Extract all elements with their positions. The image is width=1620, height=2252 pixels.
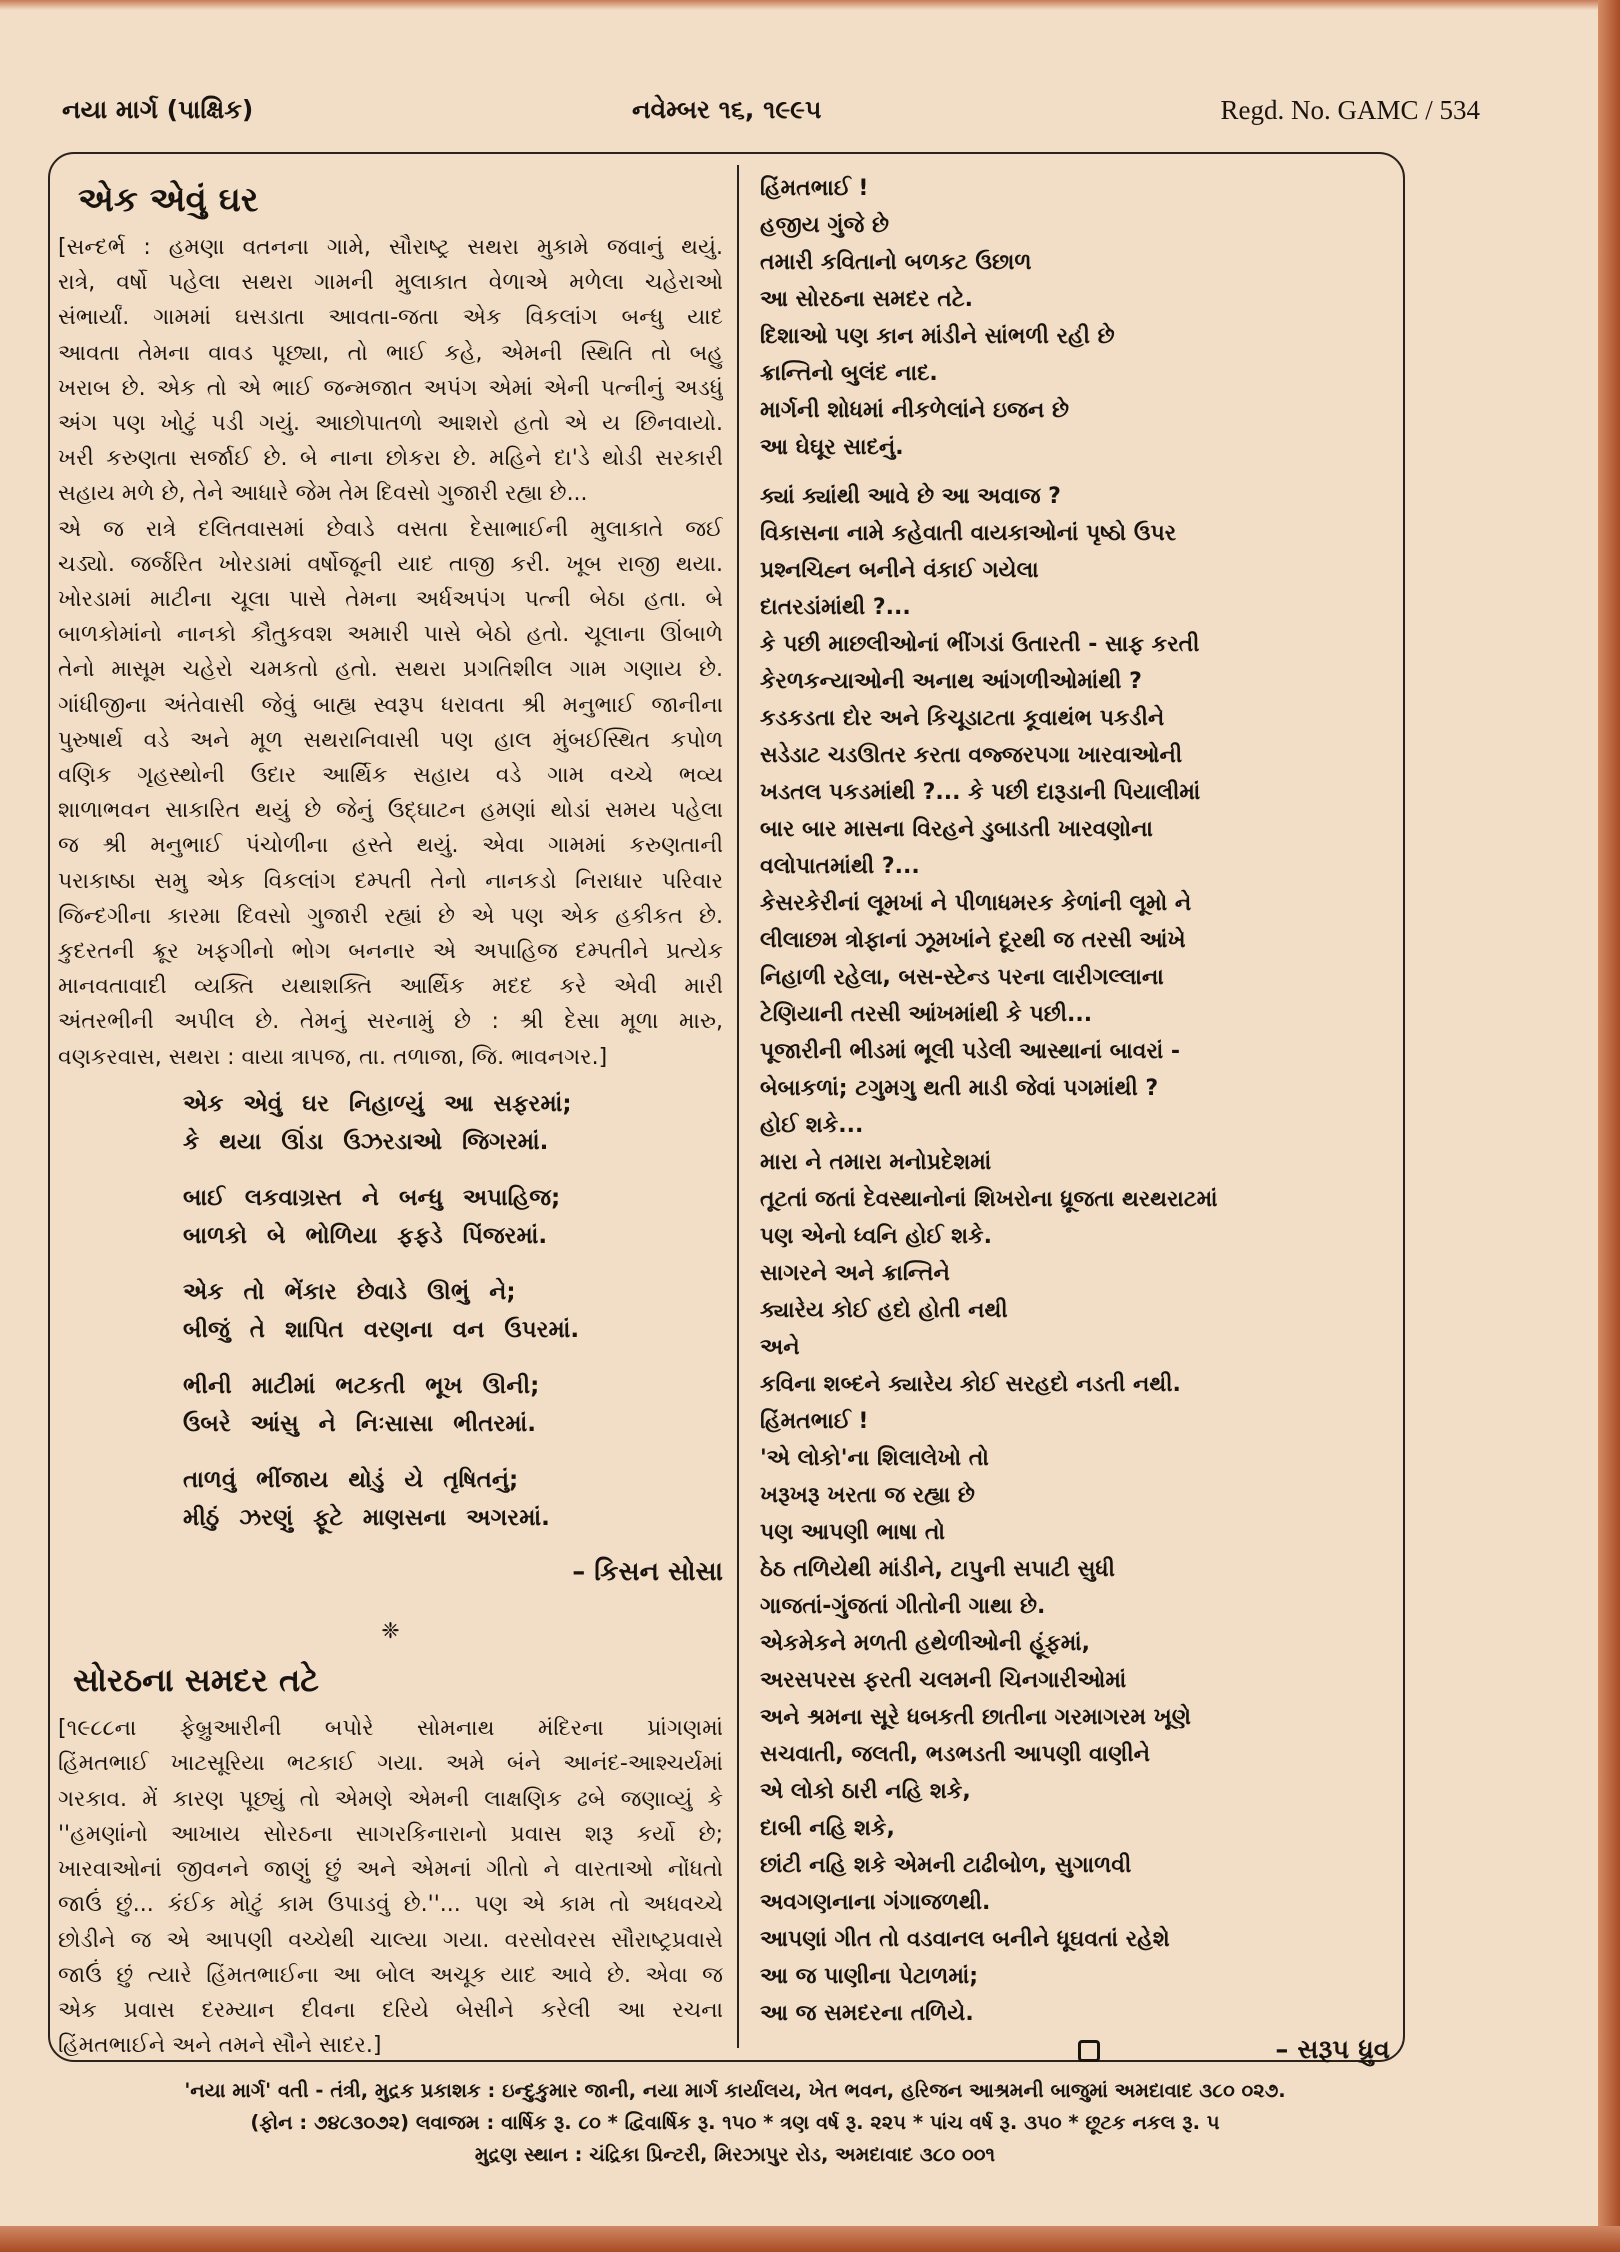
poem2-line: દાતરડાંમાંથી ?...	[760, 595, 911, 620]
poem2-line: કેરળકન્યાઓની અનાથ આંગળીઓમાંથી ?	[760, 669, 1142, 694]
article1-body	[58, 512, 723, 1075]
poem2-line: બેબાકળાં; ટગુમગુ થતી માડી જેવાં પગમાંથી ?	[760, 1076, 1159, 1101]
article1-body-line: જિન્દગીના કારમા દિવસો ગુજારી રહ્યાં છે એ પણ એક હકીકત છે.	[58, 903, 723, 929]
poem2-line: અને	[760, 1335, 800, 1360]
article1-body-line: એ જ રાત્રે દલિતવાસમાં છેવાડે વસતા દેસાભાઈની મુલાકાતે જઈ	[58, 516, 723, 542]
article1-intro-line: અંગ પણ ખોટું પડી ગયું. આછોપાતળો આશરો હતો એ ય છિનવાયો.	[58, 411, 723, 437]
article2-intro-line: [૧૯૮૮ના ફેબ્રુઆરીની બપોરે સોમનાથ મંદિરના પ્રાંગણમાં	[58, 1716, 723, 1742]
poem2-line: ક્યાં ક્યાંથી આવે છે આ અવાજ ?	[760, 484, 1061, 509]
article1-body-line: ગાંધીજીના અંતેવાસી જેવું બાહ્ય સ્વરૂપ ધરાવતા શ્રી મનુભાઈ જાનીના	[58, 692, 723, 718]
poem2-stanza-1	[760, 170, 1390, 466]
left-column	[58, 172, 723, 2063]
article1-body-line: માનવતાવાદી વ્યક્તિ યથાશક્તિ આર્થિક મદદ કરે એવી મારી	[58, 974, 723, 1000]
registration-number: Regd. No. GAMC / 534	[1220, 95, 1480, 125]
column-divider	[737, 165, 739, 2048]
poem2-line: આ સોરઠના સમદર તટે.	[760, 287, 974, 312]
page-header	[62, 95, 1480, 135]
footer-line-2: (ફોન : ૭૪૮૩૦૭૨) લવાજમ : વાર્ષિક રૂ. ૮૦ * દ્વિવાર્ષિક રૂ. ૧૫૦ * ત્રણ વર્ષ રૂ. ૨૨૫ * પાંચ વર્ષ રૂ. ૩૫૦ * છૂટક નકલ રૂ. ૫	[250, 2111, 1220, 2134]
poem2-line: હજીય ગુંજે છે	[760, 213, 889, 238]
poem-line: બાઈ લકવાગ્રસ્ત ને બન્ધુ અપાહિજ;	[183, 1184, 561, 1211]
issue-date: નવેમ્બર ૧૬, ૧૯૯૫	[632, 95, 822, 124]
poem-stanza	[183, 1085, 723, 1161]
article2-intro-line: ખારવાઓનાં જીવનને જાણું છું અને એમનાં ગીતો ને વારતાઓ નોંધતો	[58, 1857, 723, 1883]
poem-stanza	[183, 1179, 723, 1255]
poem2-line: કેસરકેરીનાં લૂમખાં ને પીળાધમરક કેળાંની લૂમો ને	[760, 891, 1192, 916]
article1-intro-line: ખરી કરુણતા સર્જાઈ છે. બે નાના છોકરા છે. મહિને દા'ડે થોડી સરકારી	[58, 446, 723, 472]
poem2-line: હોઈ શકે...	[760, 1113, 864, 1138]
poem-line: મીઠું ઝરણું ફૂટે માણસના અગરમાં.	[183, 1504, 550, 1531]
footer-line-3: મુદ્રણ સ્થાન : ચંદ્રિકા પ્રિન્ટરી, મિરઝાપુર રોડ, અમદાવાદ ૩૮૦ ૦૦૧	[474, 2143, 996, 2166]
poem2-line: છાંટી નહિ શકે એમની ટાઢીબોળ, સુગાળવી	[760, 1853, 1132, 1878]
poem2-line: સાગરને અને ક્રાન્તિને	[760, 1261, 950, 1286]
poem2-end-row	[760, 2032, 1390, 2072]
poem2-line: આ જ પાણીના પેટાળમાં;	[760, 1964, 979, 1989]
poem2-line: એકમેકને મળતી હથેળીઓની હૂંફમાં,	[760, 1631, 1091, 1656]
poem2-line: ખડતલ પકડમાંથી ?... કે પછી દારૂડાની પિયાલીમાં	[760, 780, 1201, 805]
poem2-line: માર્ગની શોધમાં નીકળેલાંને ઇજન છે	[760, 398, 1070, 423]
article2-intro-line: જાઉં છું... કંઈક મોટું કામ ઉપાડવું છે.''... પણ એ કામ તો અધવચ્ચે	[58, 1892, 723, 1918]
article1-body-line: જ શ્રી મનુભાઈ પંચોળીના હસ્તે થયું. એવા ગામમાં કરુણતાની	[58, 833, 723, 859]
article1-intro	[58, 230, 723, 512]
article1-body-line: કુદરતની ક્રૂર ખફગીનો ભોગ બનનાર એ અપાહિજ દમ્પતીને પ્રત્યેક	[58, 939, 723, 965]
poem2-line: અને શ્રમના સૂરે ધબકતી છાતીના ગરમાગરમ ખૂણે	[760, 1705, 1191, 1730]
article2-intro	[58, 1711, 723, 2063]
poem-line: એક એવું ઘર નિહાળ્યું આ સફરમાં;	[183, 1090, 572, 1117]
poem2-line: વિકાસના નામે કહેવાતી વાયકાઓનાં પૃષ્ઠો ઉપર	[760, 521, 1177, 546]
poem2-line: 'એ લોકો'ના શિલાલેખો તો	[760, 1446, 989, 1471]
poem2-line: બાર બાર માસના વિરહને ડુબાડતી ખારવણોના	[760, 817, 1153, 842]
article2-intro-line: છોડીને જ એ આપણી વચ્ચેથી ચાલ્યા ગયા. વરસોવરસ સૌરાષ્ટ્રપ્રવાસે	[58, 1927, 723, 1953]
poem2-line: એ લોકો ઠારી નહિ શકે,	[760, 1779, 971, 1804]
poem2-line: તૂટતાં જતાં દેવસ્થાનોનાં શિખરોના ધ્રૂજતા થરથરાટમાં	[760, 1187, 1218, 1212]
poem-stanza	[183, 1367, 723, 1443]
poem-line: ઉબરે આંસુ ને નિઃસાસા ભીતરમાં.	[183, 1410, 536, 1437]
article1-body-line: બાળકોમાંનો નાનકો કૌતુકવશ અમારી પાસે બેઠો હતો. ચૂલાના ઊંબાળે	[58, 622, 723, 648]
poem2-line: સચવાતી, જલતી, ભડભડતી આપણી વાણીને	[760, 1742, 1151, 1767]
article1-body-line: અંતરભીની અપીલ છે. તેમનું સરનામું છે : શ્રી દેસા મૂળા મારુ,	[58, 1009, 723, 1035]
poem-line: કે થયા ઊંડા ઉઝરડાઓ જિગરમાં.	[183, 1128, 549, 1155]
poem2-line: દાબી નહિ શકે,	[760, 1816, 895, 1841]
article1-body-line: પુરુષાર્થ વડે અને મૂળ સથરાનિવાસી પણ હાલ મુંબઈસ્થિત કપોળ	[58, 727, 723, 753]
poem2-line: આપણાં ગીત તો વડવાનલ બનીને ધૂઘવતાં રહેશે	[760, 1927, 1170, 1952]
poem-line: એક તો ભેંકાર છેવાડે ઊભું ને;	[183, 1278, 516, 1305]
poem2-line: મારા ને તમારા મનોપ્રદેશમાં	[760, 1150, 992, 1175]
poem2-stanza-2	[760, 478, 1390, 2032]
article1-signature: – કિસન સોસા	[572, 1556, 723, 1587]
article1-intro-line: સંભાર્યાં. ગામમાં ઘસડાતા આવતા-જતા એક વિકલાંગ બન્ધુ યાદ	[58, 305, 723, 331]
poem2-line: કે પછી માછલીઓનાં ભીંગડાં ઉતારતી - સાફ કરતી	[760, 632, 1200, 657]
poem2-line: હિંમતભાઈ !	[760, 1409, 869, 1434]
poem2-line: પણ આપણી ભાષા તો	[760, 1520, 945, 1545]
poem2-line: પ્રશ્નચિહ્ન બનીને વંકાઈ ગયેલા	[760, 558, 1039, 583]
article2-intro-line: હિંમતભાઈને અને તમને સૌને સાદર.]	[58, 2033, 382, 2059]
poem2-line: સડેડાટ ચડઊતર કરતા વજ્જરપગા ખારવાઓની	[760, 743, 1183, 768]
article1-intro-line: આવતા તેમના વાવડ પૂછ્યા, તો ભાઈ કહે, એમની સ્થિતિ તો બહુ	[58, 340, 723, 366]
poem2-line: પૂજારીની ભીડમાં ભૂલી પડેલી આસ્થાનાં બાવરાં -	[760, 1039, 1181, 1064]
article2-title: સોરઠના સમદર તટે	[73, 1661, 319, 1700]
poem2-line: તમારી કવિતાનો બળકટ ઉછાળ	[760, 250, 1032, 275]
article2-intro-line: ગરકાવ. મેં કારણ પૂછ્યું તો એમણે એમની લાક્ષણિક ઢબે જણાવ્યું કે	[58, 1786, 723, 1812]
article1-title: એક એવું ઘર	[78, 180, 259, 220]
article1-intro-line: [સન્દર્ભ : હમણા વતનના ગામે, સૌરાષ્ટ્ર સથરા મુકામે જવાનું થયું.	[58, 235, 723, 260]
poem2-line: વલોપાતમાંથી ?...	[760, 854, 920, 879]
page-edge-top	[0, 0, 1620, 10]
article1-body-line: વણિક ગૃહસ્થોની ઉદાર આર્થિક સહાય વડે ગામ વચ્ચે ભવ્ય	[58, 763, 723, 789]
poem2-line: ક્યારેય કોઈ હદો હોતી નથી	[760, 1298, 1008, 1323]
article2-intro-line: ''હમણાંનો આખાય સોરઠના સાગરકિનારાનો પ્રવાસ શરૂ કર્યો છે;	[58, 1821, 723, 1847]
publication-name: નયા માર્ગ (પાક્ષિક)	[62, 95, 254, 124]
article2-intro-line: એક પ્રવાસ દરમ્યાન દીવના દરિયે બેસીને કરેલી આ રચના	[58, 1997, 723, 2023]
poem2-line: નિહાળી રહેલા, બસ-સ્ટેન્ડ પરના લારીગલ્લાના	[760, 965, 1164, 990]
separator-ornament: ❈	[381, 1619, 400, 1645]
poem2-line: ખરૂખરૂ ખરતા જ રહ્યા છે	[760, 1483, 975, 1508]
poem2-line: ગાજતાં-ગુંજતાં ગીતોની ગાથા છે.	[760, 1594, 1046, 1619]
page-edge-right	[1598, 0, 1620, 2252]
article1-body-line: વણકરવાસ, સથરા : વાયા ત્રાપજ, તા. તળાજા, જિ. ભાવનગર.]	[58, 1044, 608, 1070]
imprint-footer	[60, 2075, 1410, 2171]
poem-line: બાળકો બે ભોળિયા ફફડે પિંજરમાં.	[183, 1222, 548, 1249]
article1-body-line: શાળાભવન સાકારિત થયું છે જેનું ઉદ્ઘાટન હમણાં થોડાં સમય પહેલા	[58, 798, 723, 824]
poem2-line: લીલાછમ ત્રોફાનાં ઝૂમખાંને દૂરથી જ તરસી આંખે	[760, 928, 1186, 953]
right-column	[760, 170, 1390, 2072]
article2-intro-line: હિંમતભાઈ ખાટસૂરિયા ભટકાઈ ગયા. અમે બંને આનંદ-આશ્ચર્યમાં	[58, 1751, 723, 1777]
footer-line-1: 'નયા માર્ગ' વતી - તંત્રી, મુદ્રક પ્રકાશક : ઇન્દુકુમાર જાની, નયા માર્ગ કાર્યાલય, ખેત ભવન, હરિજન આશ્રમની બાજુમાં અમદાવાદ ૩૮૦ ૦૨૭.	[184, 2079, 1286, 2102]
poem-stanza	[183, 1461, 723, 1537]
article1-intro-line: સહાય મળે છે, તેને આધારે જેમ તેમ દિવસો ગુજારી રહ્યા છે...	[58, 481, 588, 507]
poem2-line: ટેણિયાની તરસી આંખમાંથી કે પછી...	[760, 1002, 1093, 1027]
end-mark-box	[1078, 2040, 1100, 2062]
poem2-line: હિંમતભાઈ !	[760, 176, 869, 201]
article1-body-line: ચડ્યો. જર્જરિત ખોરડામાં વર્ષોજૂની યાદ તાજી કરી. ખૂબ રાજી થયા.	[58, 551, 723, 577]
article1-intro-line: રાત્રે, વર્ષો પહેલા સથરા ગામની મુલાકાત વેળાએ મળેલા ચહેરાઓ	[58, 270, 723, 296]
poem2-line: અરસપરસ ફરતી ચલમની ચિનગારીઓમાં	[760, 1668, 1127, 1693]
article1-body-line: ખોરડામાં માટીના ચૂલા પાસે તેમના અર્ધઅપંગ પત્ની બેઠા હતા. બે	[58, 587, 723, 613]
article1-body-line: પરાકાષ્ઠા સમુ એક વિકલાંગ દમ્પતી તેનો નાનકડો નિરાધાર પરિવાર	[58, 868, 723, 894]
poem-line: બીજું તે શાપિત વરણના વન ઉપરમાં.	[183, 1316, 580, 1343]
poem2-line: ઠેઠ તળિયેથી માંડીને, ટાપુની સપાટી સુધી	[760, 1557, 1115, 1582]
poem2-line: દિશાઓ પણ કાન માંડીને સાંભળી રહી છે	[760, 324, 1115, 349]
poem2-line: અવગણનાના ગંગાજળથી.	[760, 1890, 991, 1915]
poem-line: ભીની માટીમાં ભટકતી ભૂખ ઊની;	[183, 1372, 540, 1399]
poem-stanza	[183, 1273, 723, 1349]
article2-intro-line: જાઉં છું ત્યારે હિંમતભાઈના આ બોલ અચૂક યાદ આવે છે. એવા જ	[58, 1962, 723, 1988]
article1-intro-line: ખરાબ છે. એક તો એ ભાઈ જન્મજાત અપંગ એમાં એની પત્નીનું અડધું	[58, 375, 723, 401]
poem2-line: કડકડતા દોર અને કિચૂડાટતા કૂવાથંભ પકડીને	[760, 706, 1165, 731]
article1-body-line: તેનો માસૂમ ચહેરો ચમકતો હતો. સથરા પ્રગતિશીલ ગામ ગણાય છે.	[58, 657, 723, 683]
poem-line: તાળવું ભીંજાય થોડું યે તૃષિતનું;	[183, 1466, 519, 1493]
page-edge-bottom	[0, 2226, 1620, 2252]
poem2-line: ક્રાન્તિનો બુલંદ નાદ.	[760, 361, 938, 386]
poem2-line: પણ એનો ધ્વનિ હોઈ શકે.	[760, 1224, 992, 1249]
poem2-signature: – સરૂપ ધ્રુવ	[1275, 2035, 1390, 2065]
poem2-line: કવિના શબ્દને ક્યારેય કોઈ સરહદો નડતી નથી.	[760, 1372, 1181, 1397]
poem2-line: આ ઘેઘૂર સાદનું.	[760, 435, 904, 460]
poem2-line: આ જ સમદરના તળિયે.	[760, 2001, 974, 2026]
article1-poem	[183, 1085, 723, 1537]
